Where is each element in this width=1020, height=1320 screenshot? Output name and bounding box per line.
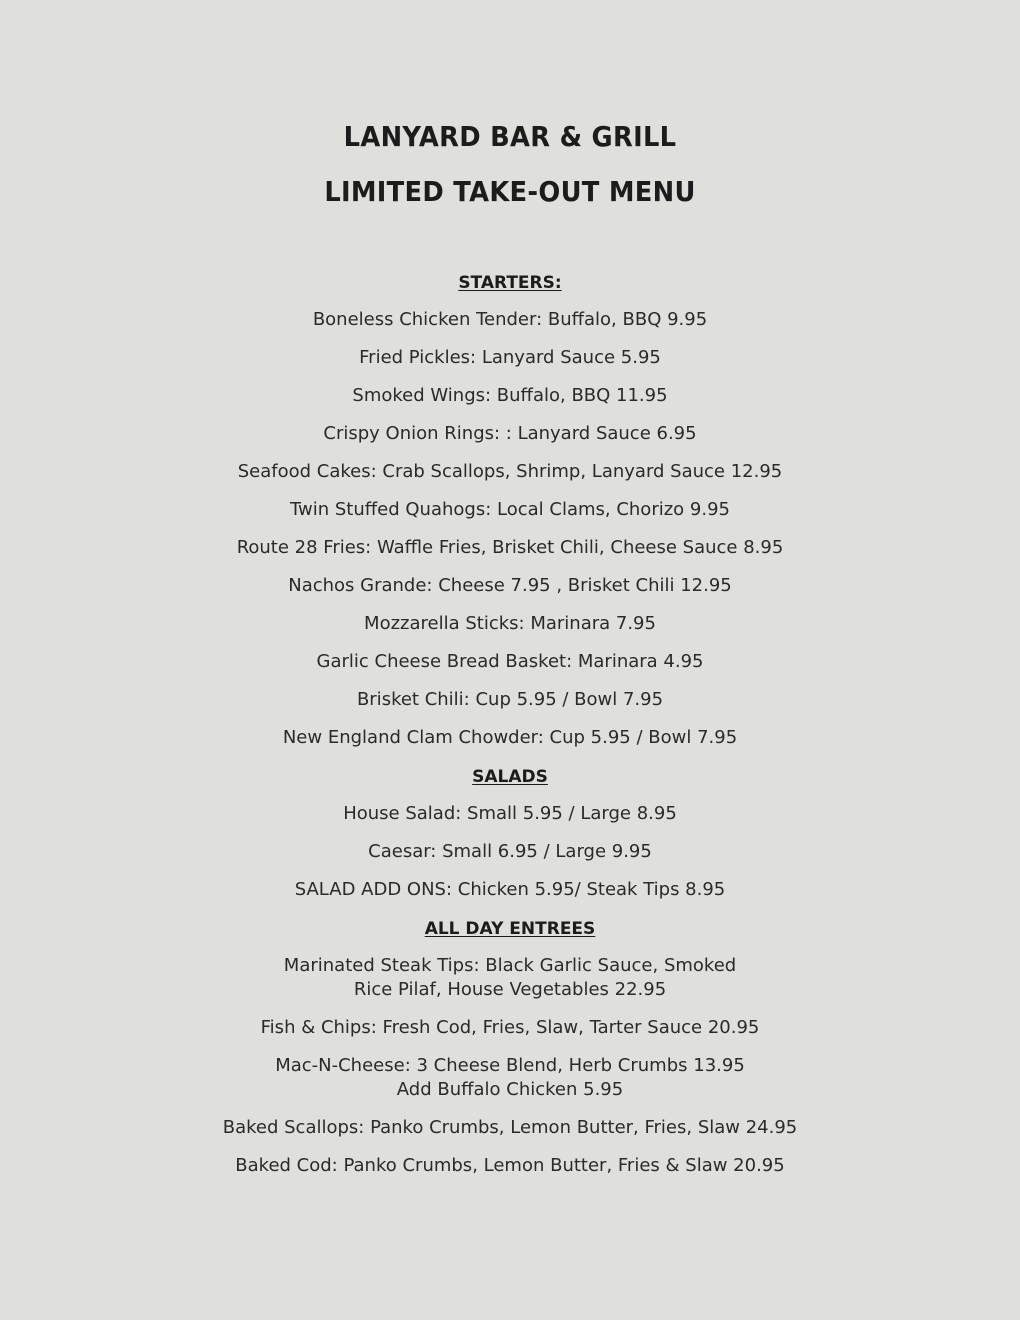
menu-item-line: Twin Stuffed Quahogs: Local Clams, Chorizo 9.95 <box>290 499 730 520</box>
menu-item-line: Garlic Cheese Bread Basket: Marinara 4.95 <box>316 651 704 672</box>
section-heading: ALL DAY ENTREES <box>424 919 596 939</box>
menu-item-line: Route 28 Fries: Waffle Fries, Brisket Chili, Cheese Sauce 8.95 <box>236 537 784 558</box>
menu-item <box>0 1054 1020 1102</box>
menu-item-line: Fish & Chips: Fresh Cod, Fries, Slaw, Tarter Sauce 20.95 <box>260 1017 760 1038</box>
section-heading: STARTERS: <box>458 273 562 293</box>
menu-item-line: Brisket Chili: Cup 5.95 / Bowl 7.95 <box>356 689 664 710</box>
menu-item <box>0 1116 1020 1140</box>
menu-item-line: Crispy Onion Rings: : Lanyard Sauce 6.95 <box>323 423 697 444</box>
menu-item-line: Marinated Steak Tips: Black Garlic Sauce, Smoked <box>283 955 737 976</box>
menu-item <box>0 650 1020 674</box>
menu-item-line: Baked Scallops: Panko Crumbs, Lemon Butter, Fries, Slaw 24.95 <box>222 1117 798 1138</box>
section-heading: SALADS <box>472 767 548 787</box>
menu-item <box>0 384 1020 408</box>
menu-item <box>0 460 1020 484</box>
menu-item-line: Baked Cod: Panko Crumbs, Lemon Butter, Fries & Slaw 20.95 <box>235 1155 785 1176</box>
menu-item <box>0 498 1020 522</box>
menu-item-line: Smoked Wings: Buffalo, BBQ 11.95 <box>352 385 668 406</box>
menu-item <box>0 308 1020 332</box>
menu-title-line-2: LIMITED TAKE-OUT MENU <box>324 175 696 208</box>
menu-item-line: Rice Pilaf, House Vegetables 22.95 <box>353 979 667 1000</box>
menu-item-line: Mozzarella Sticks: Marinara 7.95 <box>364 613 656 634</box>
menu-item <box>0 840 1020 864</box>
menu-item-line: Boneless Chicken Tender: Buffalo, BBQ 9.95 <box>312 309 708 330</box>
menu-item <box>0 574 1020 598</box>
menu-item-line: Seafood Cakes: Crab Scallops, Shrimp, Lanyard Sauce 12.95 <box>237 461 783 482</box>
menu-item-line: New England Clam Chowder: Cup 5.95 / Bowl 7.95 <box>282 727 738 748</box>
menu-item <box>0 726 1020 750</box>
menu-item <box>0 688 1020 712</box>
menu-item-line: House Salad: Small 5.95 / Large 8.95 <box>343 803 677 824</box>
menu-body <box>0 270 1020 1192</box>
menu-item <box>0 954 1020 1002</box>
menu-item-line: Caesar: Small 6.95 / Large 9.95 <box>368 841 652 862</box>
menu-item <box>0 1154 1020 1178</box>
menu-item-line: SALAD ADD ONS: Chicken 5.95/ Steak Tips 8.95 <box>294 879 726 900</box>
menu-item-line: Mac-N-Cheese: 3 Cheese Blend, Herb Crumbs 13.95 <box>275 1055 745 1076</box>
menu-item-line: Add Buffalo Chicken 5.95 <box>396 1079 624 1100</box>
menu-item-line: Nachos Grande: Cheese 7.95 , Brisket Chili 12.95 <box>288 575 732 596</box>
menu-title-line-1: LANYARD BAR & GRILL <box>343 120 677 153</box>
menu-item <box>0 422 1020 446</box>
menu-item <box>0 1016 1020 1040</box>
menu-item <box>0 536 1020 560</box>
menu-item <box>0 878 1020 902</box>
menu-item <box>0 346 1020 370</box>
menu-item-line: Fried Pickles: Lanyard Sauce 5.95 <box>359 347 661 368</box>
menu-item <box>0 612 1020 636</box>
menu-item <box>0 802 1020 826</box>
